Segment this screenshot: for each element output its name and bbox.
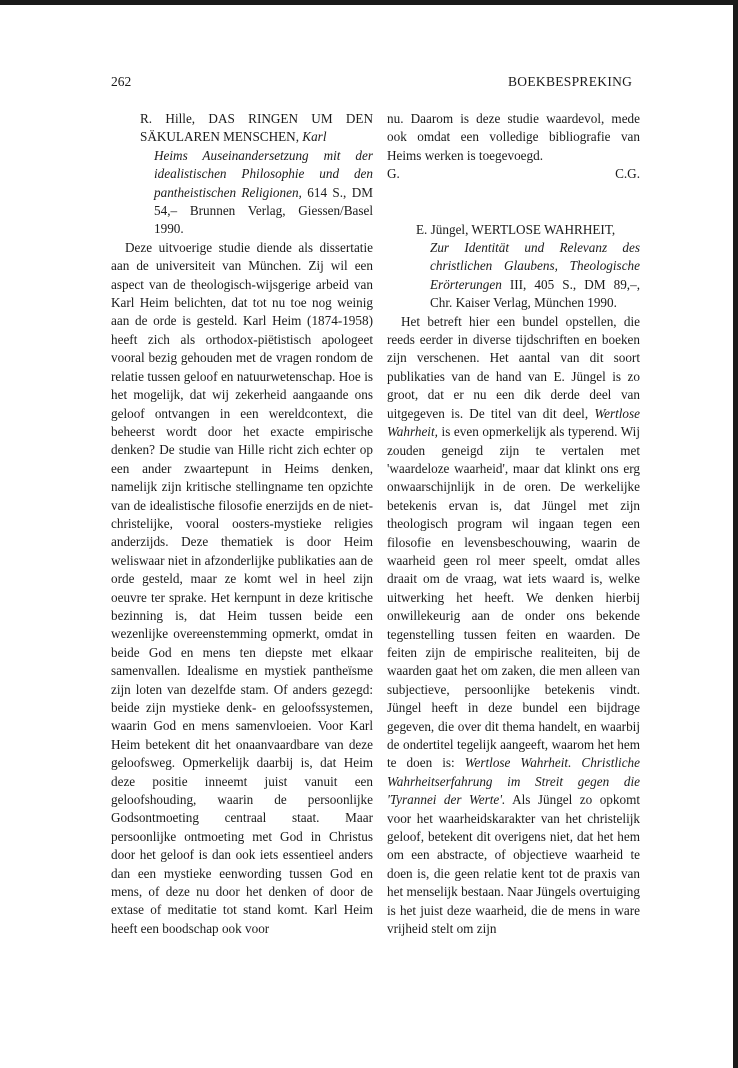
review1-sig-right: C.G. [615,166,640,182]
review1-sig-left: G. [387,166,400,182]
review1-ref-line2: SÄKULAREN MENSCHEN, [140,129,299,145]
review2-ref-line1: E. Jüngel, WERTLOSE WAHRHEIT, [416,221,616,237]
review2-body-a: Het betreft hier een bundel opstellen, die reeds eerder in diverse tijdschriften en boeken zijn verschenen. Het aantal van dit soort publikaties van de hand van E. Jüngel is zo groot, dat er nu een dik derde deel van uitgegeven is. De titel van dit deel, [387,313,640,421]
review2-ref-italic: Zur Identität und Relevanz des christlichen Glaubens, Theologische Erörterungen [430,240,640,292]
review2-ref-tail: III, 405 S., DM 89,–, Chr. Kaiser Verlag, München 1990. [430,276,640,311]
review1-reference [111,110,373,239]
review2-body [387,313,640,939]
right-column [387,110,640,938]
top-border [0,0,738,5]
review1-continuation: nu. Daarom is deze studie waardevol, mede ook omdat een volledige bibliografie van Heims werken is toegevoegd. [387,111,640,163]
review2-body-a-italic: Wertlose Wahrheit, [387,405,641,440]
review1-ref-line2-italic: Karl [302,129,327,145]
review2-body-c-italic: Wertlose Wahrheit. Christliche Wahrheitserfahrung im Streit gegen die 'Tyrannei der Werte'. [387,755,641,808]
review1-ref-line1: R. Hille, DAS RINGEN UM DEN [140,111,373,126]
review1-ref-rest [140,147,373,239]
review2-body-d: Als Jüngel zo opkomt voor het waarheidskarakter van het christelijk geloof, betekent dit overigens niet, dat het hem om een abstracte, of objectieve waarheid te doen is, die geen relatie kent tot de praxis van het menselijk bestaan. Naar Jüngels overtuiging is het juist deze waarheid, die de mens in ware vrijheid stelt om zijn [387,792,640,937]
review2-reference [387,221,640,313]
section-title: BOEKBESPREKING [508,74,633,89]
right-border [733,0,738,1068]
review1-body: Deze uitvoerige studie diende als dissertatie aan de universiteit van München. Zij wil een aspect van de theologisch-wijsgerige arbeid van Karl Heim belichten, dat tot nu toe nog weinig aan de orde is gesteld. Karl Heim (1874-1958) heeft zich als orthodox-piëtistisch apologeet vooral bezig gehouden met de vragen rondom de relatie tussen geloof en natuurwetenschap. Hoe is het mogelijk, dat wij zekerheid aangaande ons geloof ontvangen in een wereldcontext, die beheerst wordt door het exacte empirische denken? De studie van Hille richt zich echter op een ander zwaartepunt in Heims denken, namelijk zijn kritische stellingname ten opzichte van de idealistische filosofie enerzijds en de niet-christelijke, vooral oosters-mystieke religies anderzijds. Deze thematiek is door Heim weliswaar niet in afzonderlijke publikaties aan de orde gesteld, maar ze komt wel in heel zijn oeuvre ter sprake. Het kernpunt in deze kritische bezinning is, dat Heim tussen beide een wezenlijke overeenstemming opmerkt, omdat in beide God en mens ten diepste met elkaar samenvallen. Idealisme en mystiek pantheïsme zijn loten van dezelfde stam. Of anders gezegd: beide zijn mystieke denk- en geloofssystemen, waarin God en mens samenvloeien. Voor Karl Heim betekent dit het onaanvaardbare van deze geloofsweg. Opmerkelijk daarbij is, dat Heim deze positie inneemt juist vanuit een geloofshouding, waarin de persoonlijke Godsontmoeting centraal staat. Maar persoonlijke ontmoeting met God in Christus door het geloof is dan ook iets essentieel anders dan een mystieke eenwording tussen God en mens, of deze nu door het denken of door de extase of meditatie tot stand komt. Karl Heim heeft een boodschap ook voor [111,239,373,936]
left-column [111,110,373,938]
review2-body-b: is even opmerkelijk als typerend. Wij zouden geneigd zijn te vertalen met 'waardeloze waarheid', maar dat klinkt ons erg onwaarschijnlijk in de oren. De werkelijke betekenis ervan is, dat Jüngel met zijn theologisch program wil ingaan tegen een filosofie en levensbeschouwing, waarin de waarheid geen rol meer speelt, omdat alles draait om de vraag, wat iets waard is, welke uitwerking het heeft. We denken hierbij onwillekeurig aan de onder ons bekende tegenstelling tussen feiten en waarden. De feiten zijn de empirische realiteiten, bij de waarden gaat het om zaken, die men alleen van subjectieve, persoonlijke betekenis vindt. Jüngel heeft in deze bundel een bijdrage gegeven, die over dit thema handelt, en waarbij de ondertitel tegelijk aangeeft, waarom het hem te doen is: [387,424,640,771]
review1-ref-tail: 614 S., DM 54,– Brunnen Verlag, Giessen/Basel 1990. [154,184,373,237]
review1-ref-italic: Heims Auseinandersetzung mit der idealistischen Philosophie und den pantheistischen Religionen, [154,147,373,200]
review1-signature [387,165,640,183]
page-number: 262 [111,74,132,89]
review2-ref-rest [416,239,640,313]
